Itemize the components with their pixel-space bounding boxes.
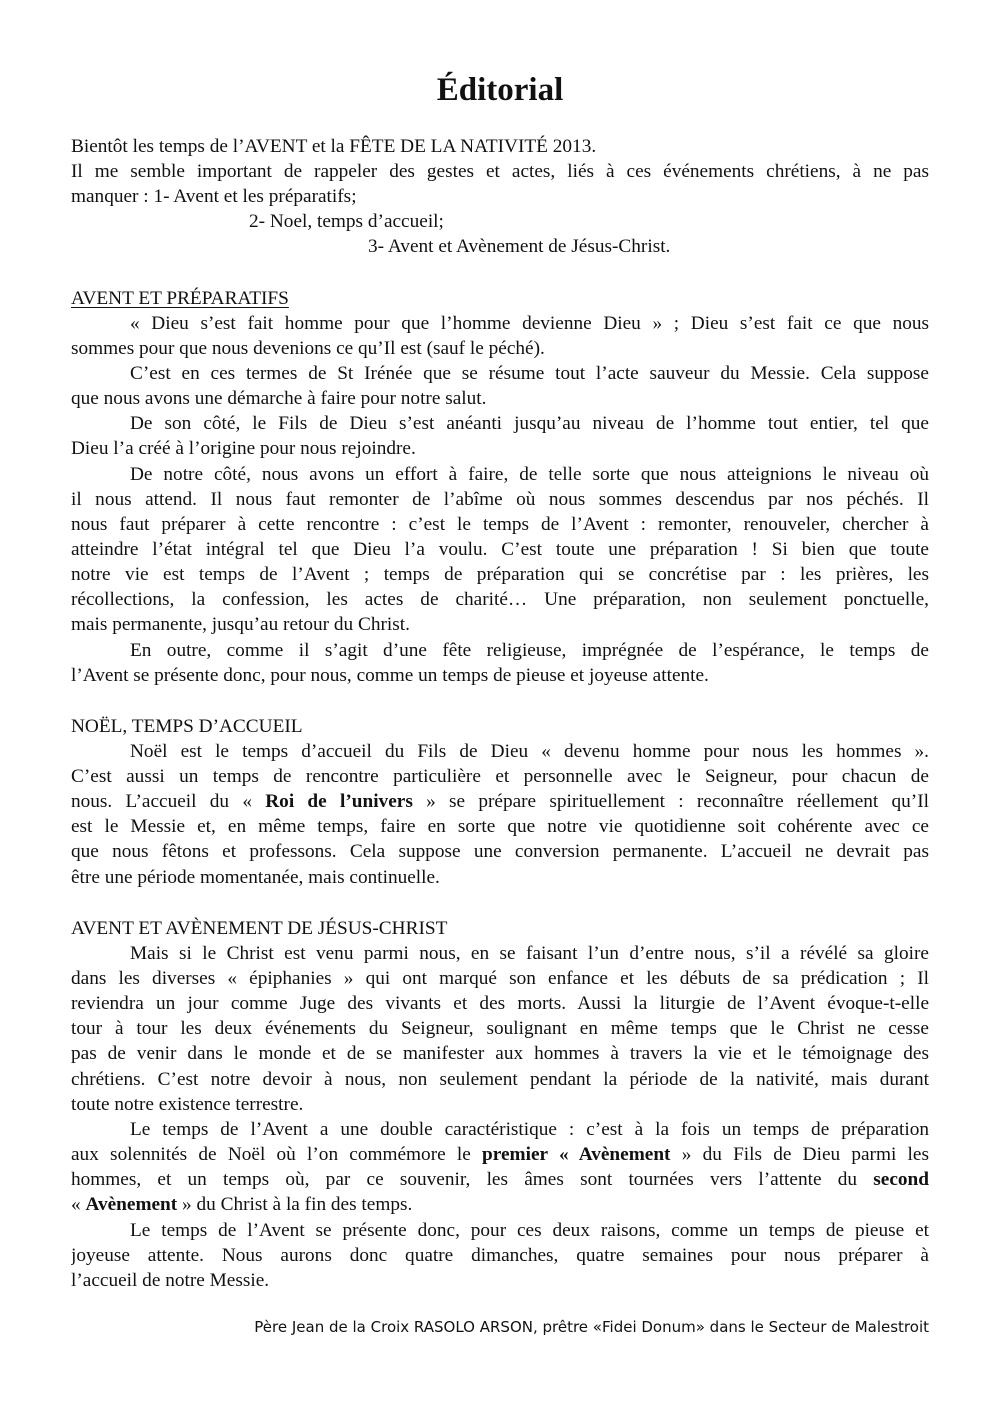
paragraph-line: tour à tour les deux événements du Seigneur, soulignant en même temps que le Christ ne cesse: [71, 1018, 929, 1039]
paragraph-line: De son côté, le Fils de Dieu s’est anéanti jusqu’au niveau de l’homme tout entier, tel que: [130, 413, 929, 434]
intro-line: Bientôt les temps de l’AVENT et la FÊTE DE LA NATIVITÉ 2013.: [71, 136, 597, 157]
paragraph-line: [71, 1142, 929, 1167]
intro-line: 3- Avent et Avènement de Jésus-Christ.: [368, 236, 671, 257]
paragraph-line: que nous fêtons et professons. Cela suppose une conversion permanente. L’accueil ne devrait pas: [71, 841, 929, 862]
bold-text: Roi de l’univers: [265, 791, 413, 812]
paragraph-line: être une période momentanée, mais continuelle.: [71, 867, 440, 888]
bold-text: second: [873, 1169, 929, 1190]
paragraph-line: toute notre existence terrestre.: [71, 1094, 304, 1115]
paragraph-line: [71, 789, 929, 814]
paragraph-line: récollections, la confession, les actes de charité… Une préparation, non seulement ponctuelle,: [71, 589, 929, 610]
page-title: Éditorial: [436, 72, 564, 108]
paragraph-line: Noël est le temps d’accueil du Fils de Dieu « devenu homme pour nous les hommes ».: [130, 741, 929, 762]
paragraph-line: il nous attend. Il nous faut remonter de l’abîme où nous sommes descendus par nos péchés. Il: [71, 489, 929, 510]
section-heading: AVENT ET PRÉPARATIFS: [71, 288, 289, 309]
paragraph-line: pas de venir dans le monde et de se manifester aux hommes à travers la vie et le témoignage des: [71, 1043, 929, 1064]
text-run: nous. L’accueil du «: [71, 791, 266, 812]
text-run: hommes, et un temps où, par ce souvenir, les âmes sont tournées vers l’attente du: [71, 1169, 874, 1190]
paragraph-line: est le Messie et, en même temps, faire en sorte que notre vie quotidienne soit cohérente avec ce: [71, 816, 929, 837]
text-run: «: [71, 1194, 86, 1215]
paragraph-line: l’accueil de notre Messie.: [71, 1270, 270, 1291]
intro-line: 2- Noel, temps d’accueil;: [249, 211, 444, 232]
paragraph-line: que nous avons une démarche à faire pour notre salut.: [71, 388, 487, 409]
paragraph-line: [71, 1167, 929, 1192]
text-run: » du Fils de Dieu parmi les: [670, 1144, 929, 1165]
signature: Père Jean de la Croix RASOLO ARSON, prêtre «Fidei Donum» dans le Secteur de Malestroit: [254, 1318, 929, 1336]
paragraph-line: Le temps de l’Avent se présente donc, pour ces deux raisons, comme un temps de pieuse et: [130, 1220, 929, 1241]
intro-line: manquer : 1- Avent et les préparatifs;: [71, 186, 357, 207]
paragraph-line: Dieu l’a créé à l’origine pour nous rejoindre.: [71, 438, 416, 459]
text-run: » du Christ à la fin des temps.: [177, 1194, 413, 1215]
paragraph-line: De notre côté, nous avons un effort à faire, de telle sorte que nous atteignions le niveau où: [130, 464, 929, 485]
paragraph-line: [71, 1192, 929, 1217]
paragraph-line: C’est en ces termes de St Irénée que se résume tout l’acte sauveur du Messie. Cela suppose: [130, 363, 929, 384]
paragraph-line: « Dieu s’est fait homme pour que l’homme devienne Dieu » ; Dieu s’est fait ce que nous: [130, 313, 929, 334]
paragraph-line: Mais si le Christ est venu parmi nous, en se faisant l’un d’entre nous, s’il a révélé sa gloire: [130, 943, 929, 964]
paragraph-line: nous faut préparer à cette rencontre : c’est le temps de l’Avent : remonter, renouveler, chercher à: [71, 514, 929, 535]
section-heading: NOËL, TEMPS D’ACCUEIL: [71, 716, 303, 737]
paragraph-line: Le temps de l’Avent a une double caractéristique : c’est à la fois un temps de préparation: [130, 1119, 929, 1140]
text-run: » se prépare spirituellement : reconnaître réellement qu’Il: [412, 791, 929, 812]
paragraph-line: En outre, comme il s’agit d’une fête religieuse, imprégnée de l’espérance, le temps de: [130, 640, 929, 661]
text-run: aux solennités de Noël où l’on commémore le: [71, 1144, 483, 1165]
paragraph-line: notre vie est temps de l’Avent ; temps de préparation qui se concrétise par : les prières, les: [71, 564, 929, 585]
paragraph-line: C’est aussi un temps de rencontre particulière et personnelle avec le Seigneur, pour chacun de: [71, 766, 929, 787]
bold-text: premier « Avènement: [482, 1144, 671, 1165]
paragraph-line: joyeuse attente. Nous aurons donc quatre dimanches, quatre semaines pour nous préparer à: [71, 1245, 929, 1266]
paragraph-line: reviendra un jour comme Juge des vivants et des morts. Aussi la liturgie de l’Avent évoque-t-elle: [71, 993, 929, 1014]
paragraph-line: atteindre l’état intégral tel que Dieu l’a voulu. C’est toute une préparation ! Si bien que toute: [71, 539, 929, 560]
paragraph-line: chrétiens. C’est notre devoir à nous, non seulement pendant la période de la nativité, mais durant: [71, 1069, 929, 1090]
paragraph-line: l’Avent se présente donc, pour nous, comme un temps de pieuse et joyeuse attente.: [71, 665, 709, 686]
section-heading: AVENT ET AVÈNEMENT DE JÉSUS-CHRIST: [71, 918, 448, 939]
intro-line: Il me semble important de rappeler des gestes et actes, liés à ces événements chrétiens, à ne pas: [71, 161, 929, 182]
paragraph-line: sommes pour que nous devenions ce qu’Il est (sauf le péché).: [71, 338, 545, 359]
paragraph-line: dans les diverses « épiphanies » qui ont marqué son enfance et les débuts de sa prédication ; Il: [71, 968, 929, 989]
paragraph-line: mais permanente, jusqu’au retour du Christ.: [71, 614, 410, 635]
bold-text: Avènement: [85, 1194, 178, 1215]
